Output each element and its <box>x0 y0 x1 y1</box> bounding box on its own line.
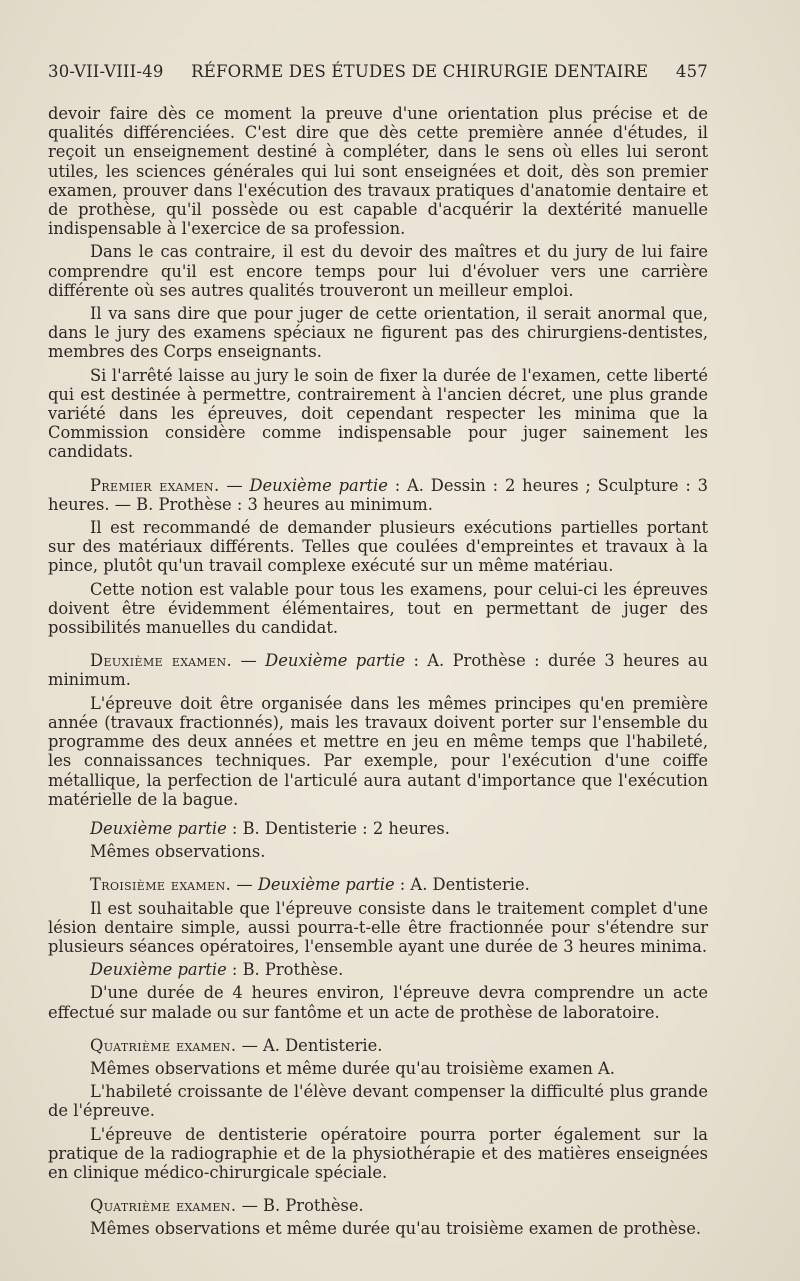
header-title: RÉFORME DES ÉTUDES DE CHIRURGIE DENTAIRE <box>191 62 649 81</box>
paragraph: Mêmes observations et même durée qu'au troisième examen de prothèse. <box>90 1219 702 1239</box>
paragraph: L'épreuve doit être organisée dans les mêmes principes qu'en première année (travaux fractionnés), mais les travaux doivent porter sur l'ensemble du programme des deux années et mettre en jeu en même temps que l'habileté, les connaissances techniques. Par exemple, pour l'exécution d'une coiffe métallique, la perfection de l'articulé aura autant d'importance que l'exécution matérielle de la bague. <box>48 693 708 809</box>
body-text <box>48 104 708 1243</box>
paragraph: Dans le cas contraire, il est du devoir des maîtres et du jury de lui faire comprendre qu'il est encore temps pour lui d'évoluer vers une carrière différente où ses autres qualités trouveront un meilleur emploi. <box>48 242 708 300</box>
running-header <box>48 62 708 81</box>
section-part: Deuxième partie <box>90 960 227 980</box>
section-heading-quatrieme-examen-b <box>48 1196 708 1215</box>
section-heading-quatrieme-examen-a <box>48 1036 708 1055</box>
section-part: Deuxième partie <box>265 651 406 671</box>
section-detail: : A. Dessin : 2 heures ; Sculpture : 3 heures. — B. Prothèse : 3 heures au minimum. <box>48 475 709 514</box>
paragraph: Cette notion est valable pour tous les examens, pour celui-ci les épreuves doivent être évidemment élémentaires, tout en permettant de juger des possibilités manuelles du candidat. <box>48 579 708 638</box>
page-number: 457 <box>675 62 708 81</box>
paragraph: Il est souhaitable que l'épreuve consiste dans le traitement complet d'une lésion dentaire simple, aussi pourra-t-elle être fractionnée pour s'étendre sur plusieurs séances opératoires, l'ensemble ayant une durée de 3 heures minima. <box>48 898 708 956</box>
paragraph: D'une durée de 4 heures environ, l'épreuve devra comprendre un acte effectué sur malade ou sur fantôme et un acte de prothèse de laboratoire. <box>48 983 708 1022</box>
section-label: Deuxième examen. <box>90 651 233 671</box>
section-detail: — B. Prothèse. <box>236 1196 364 1216</box>
paragraph: Il va sans dire que pour juger de cette orientation, il serait anormal que, dans le jury des examens spéciaux ne figurent pas des chirurgiens-dentistes, membres des Corps enseignants. <box>48 304 708 362</box>
paragraph: Mêmes observations et même durée qu'au troisième examen A. <box>90 1058 615 1078</box>
paragraph: L'épreuve de dentisterie opératoire pourra porter également sur la pratique de la radiographie et de la physiothérapie et des matières enseignées en clinique médico-chirurgicale spéciale. <box>48 1124 708 1182</box>
section-detail: : B. Prothèse. <box>226 960 344 980</box>
paragraph: devoir faire dès ce moment la preuve d'une orientation plus précise et de qualités différenciées. C'est dire que dès cette première année d'études, il reçoit un enseignement destiné à compléter, dans le sens où elles lui seront utiles, les sciences générales qui lui sont enseignées et doit, dès son premier examen, prouver dans l'exécution des travaux pratiques d'anatomie dentaire et de prothèse, qu'il possède ou est capable d'acquérir la dextérité manuelle indispensable à l'exercice de sa profession. <box>48 104 708 239</box>
section-label: Quatrième examen. <box>90 1196 237 1216</box>
header-date: 30-VII-VIII-49 <box>48 62 164 81</box>
section-label: Quatrième examen. <box>90 1035 237 1055</box>
section-detail: : A. Prothèse : durée 3 heures au minimum. <box>48 651 708 690</box>
section-detail: : B. Dentisterie : 2 heures. <box>226 818 450 838</box>
paragraph: Mêmes observations. <box>90 842 266 862</box>
section-heading-troisieme-examen: Troisième examen. — Deuxième partie : A. Dentisterie. <box>90 875 530 895</box>
section-heading-premier-examen: Premier examen. — Deuxième partie : A. Dessin : 2 heures ; Sculpture : 3 heures. — B. Prothèse : 3 heures au minimum. <box>48 475 709 514</box>
subsection-heading <box>48 960 708 979</box>
section-part: Deuxième partie <box>257 875 395 895</box>
subsection-heading <box>48 819 708 838</box>
section-label: Premier examen. <box>90 475 220 495</box>
section-detail: : A. Dentisterie. <box>394 875 530 895</box>
section-part: Deuxième partie <box>249 475 388 495</box>
section-detail: — A. Dentisterie. <box>236 1035 383 1055</box>
paragraph: L'habileté croissante de l'élève devant compenser la difficulté plus grande de l'épreuve. <box>48 1082 708 1121</box>
section-label: Troisième examen. <box>90 875 232 895</box>
section-heading-deuxieme-examen: Deuxième examen. — Deuxième partie : A. Prothèse : durée 3 heures au minimum. <box>48 651 708 690</box>
paragraph: Si l'arrêté laisse au jury le soin de fixer la durée de l'examen, cette liberté qui est destinée à permettre, contrairement à l'ancien décret, une plus grande variété dans les épreuves, doit cependant respecter les minima que la Commission considère comme indispensable pour juger sainement les candidats. <box>48 365 708 462</box>
paragraph: Il est recommandé de demander plusieurs exécutions partielles portant sur des matériaux différents. Telles que coulées d'empreintes et travaux à la pince, plutôt qu'un travail complexe exécuté sur un même matériau. <box>48 518 708 576</box>
section-part: Deuxième partie <box>90 818 227 838</box>
